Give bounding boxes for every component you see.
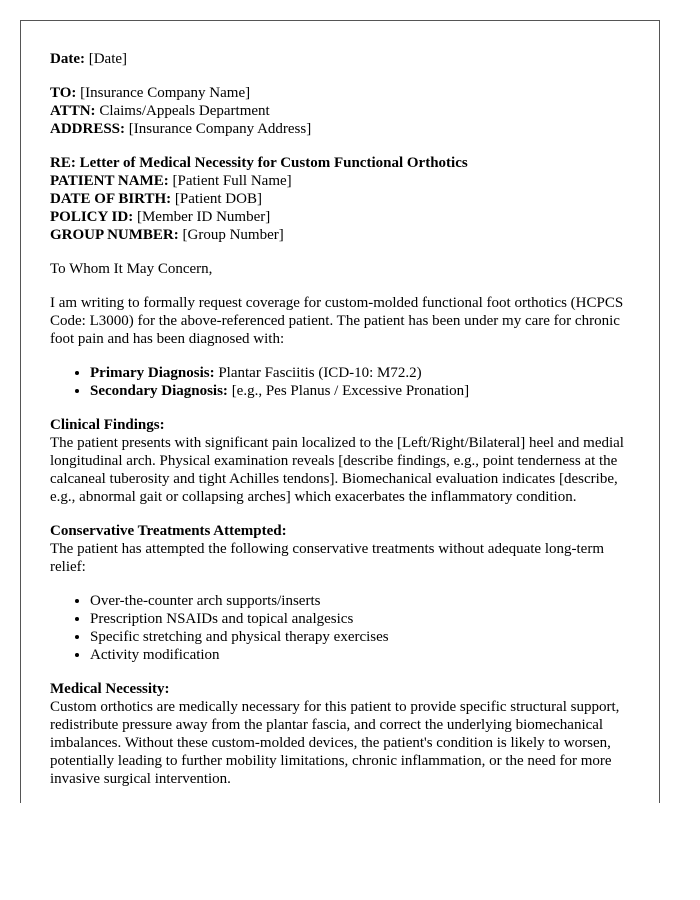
recipient-block xyxy=(50,84,634,138)
date-line xyxy=(50,50,634,68)
dob-line xyxy=(50,190,634,208)
clinical-findings-heading: Clinical Findings: xyxy=(50,417,165,433)
secondary-diagnosis-value: [e.g., Pes Planus / Excessive Pronation] xyxy=(231,383,470,399)
patient-name-label: PATIENT NAME: xyxy=(50,173,169,189)
to-label: TO: xyxy=(50,85,77,101)
group-label: GROUP NUMBER: xyxy=(50,227,179,243)
date-value: [Date] xyxy=(88,51,128,67)
list-item: • Prescription NSAIDs and topical analgesics xyxy=(90,610,634,628)
attn-label: ATTN: xyxy=(50,103,96,119)
date-label: Date: xyxy=(50,51,85,67)
address-line xyxy=(50,120,634,138)
group-value: [Group Number] xyxy=(182,227,284,243)
list-item: • Over-the-counter arch supports/inserts xyxy=(90,592,634,610)
letter-page xyxy=(20,20,660,803)
salutation: To Whom It May Concern, xyxy=(50,261,213,277)
address-label: ADDRESS: xyxy=(50,121,126,137)
medical-necessity-text: Custom orthotics are medically necessary for this patient to provide specific structural support, redistribute pressure away from the plantar fascia, and correct the underlying biomechanical imbalances. Without these custom-molded devices, the patient's condition is likely to worsen, potentially leading to further mobility limitations, chronic inflammation, or the need for more invasive surgical intervention. xyxy=(50,699,620,787)
medical-necessity-heading: Medical Necessity: xyxy=(50,681,170,697)
list-item: • Activity modification xyxy=(90,646,634,664)
list-item xyxy=(90,364,634,382)
attn-value: Claims/Appeals Department xyxy=(99,103,270,119)
clinical-findings-section xyxy=(50,416,634,506)
letter-body xyxy=(50,50,634,803)
treatment-list xyxy=(50,592,634,664)
conservative-treatments-heading: Conservative Treatments Attempted: xyxy=(50,523,287,539)
re-subject: RE: Letter of Medical Necessity for Custom Functional Orthotics xyxy=(50,155,468,171)
attn-line xyxy=(50,102,634,120)
primary-diagnosis-value: Plantar Fasciitis (ICD-10: M72.2) xyxy=(218,365,422,381)
diagnosis-list xyxy=(50,364,634,400)
to-value: [Insurance Company Name] xyxy=(80,85,251,101)
secondary-diagnosis-label: Secondary Diagnosis: xyxy=(90,383,228,399)
conservative-treatments-text: The patient has attempted the following conservative treatments without adequate long-term relief: xyxy=(50,541,604,575)
to-line xyxy=(50,84,634,102)
patient-name-line xyxy=(50,172,634,190)
list-item: • Specific stretching and physical therapy exercises xyxy=(90,628,634,646)
policy-label: POLICY ID: xyxy=(50,209,134,225)
address-value: [Insurance Company Address] xyxy=(128,121,312,137)
dob-value: [Patient DOB] xyxy=(174,191,262,207)
dob-label: DATE OF BIRTH: xyxy=(50,191,172,207)
list-item xyxy=(90,382,634,400)
conservative-treatments-section xyxy=(50,522,634,576)
patient-name-value: [Patient Full Name] xyxy=(172,173,292,189)
clinical-findings-text: The patient presents with significant pain localized to the [Left/Right/Bilateral] heel and medial longitudinal arch. Physical examination reveals [describe findings, e.g., point tenderness at the calcaneal tuberosity and tight Achilles tendons]. Biomechanical evaluation indicates [describe, e.g., abnormal gait or collapsing arches] which exacerbates the inflammatory condition. xyxy=(50,435,624,505)
group-line xyxy=(50,226,634,244)
policy-value: [Member ID Number] xyxy=(136,209,271,225)
intro-paragraph: I am writing to formally request coverage for custom-molded functional foot orthotics (HCPCS Code: L3000) for the above-referenced patient. The patient has been under my care for chronic foot pain and has been diagnosed with: xyxy=(50,295,624,347)
re-block xyxy=(50,154,634,244)
policy-line xyxy=(50,208,634,226)
primary-diagnosis-label: Primary Diagnosis: xyxy=(90,365,215,381)
medical-necessity-section xyxy=(50,680,634,788)
